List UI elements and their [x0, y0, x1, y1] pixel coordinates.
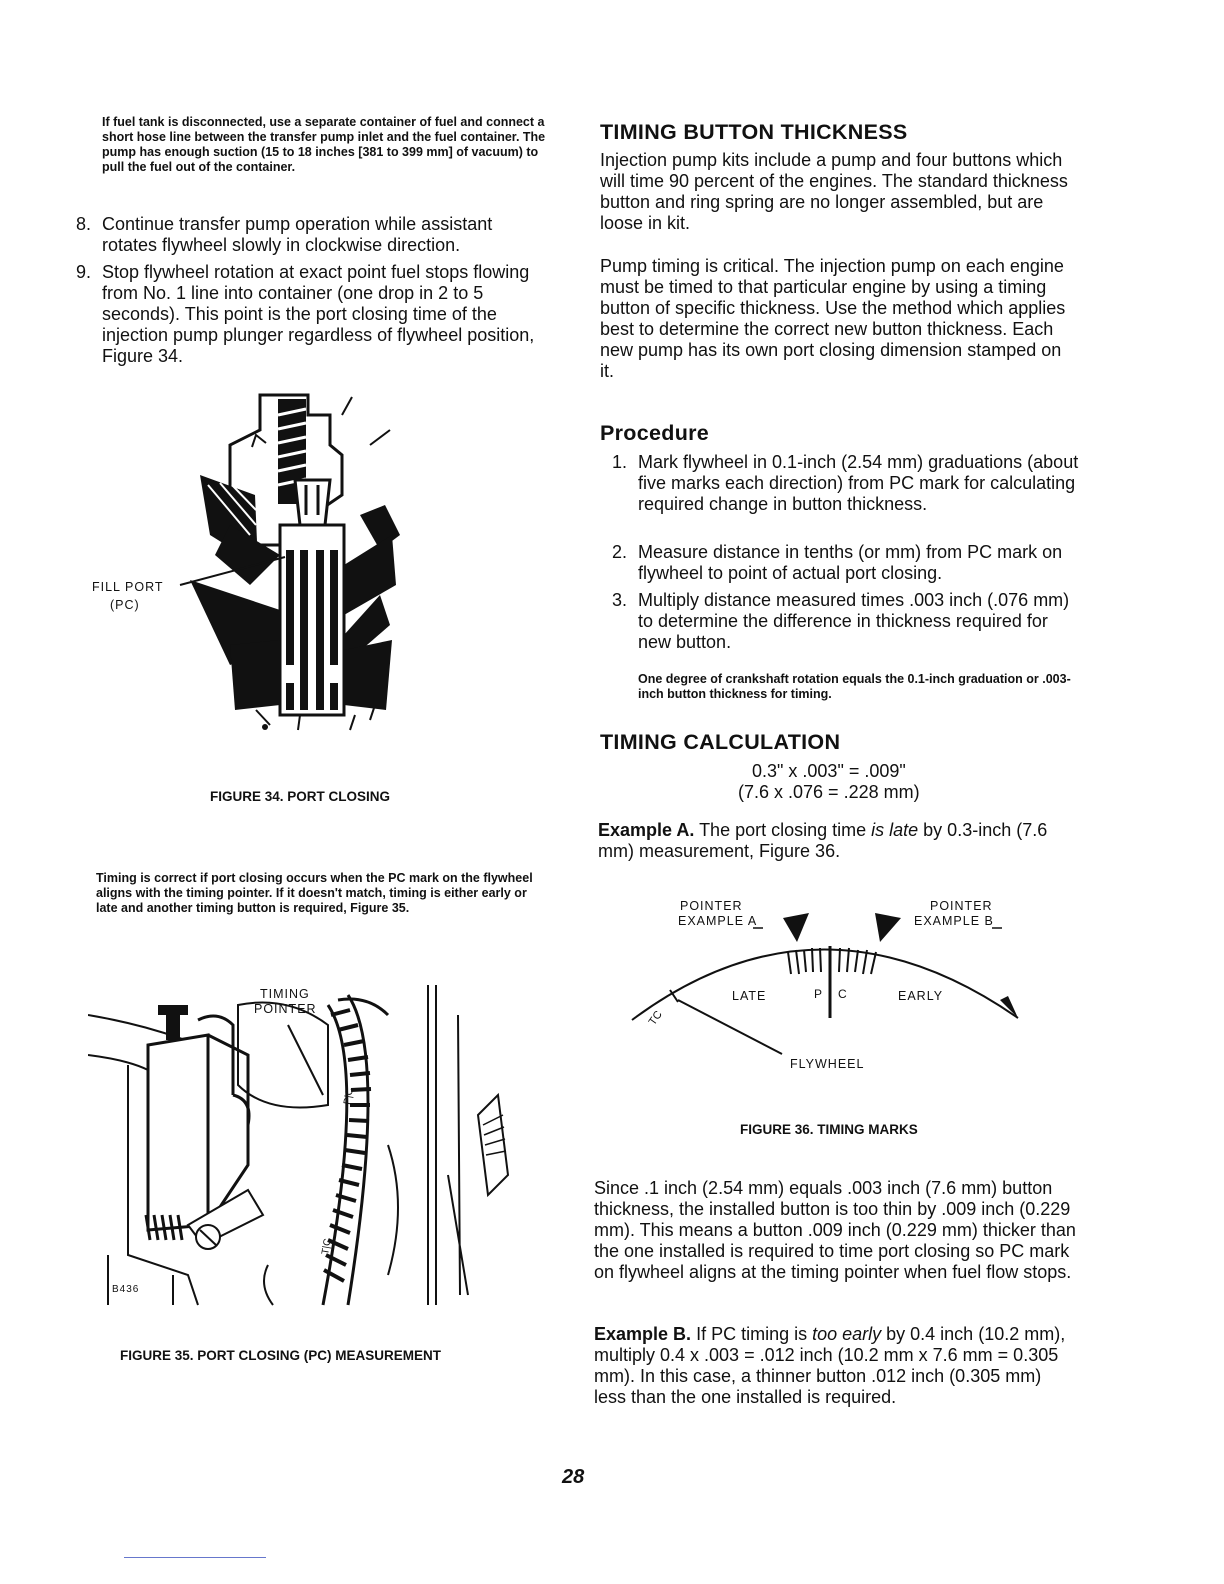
- tc-mark-label: T|C: [320, 1237, 334, 1256]
- step-number: 2.: [612, 542, 628, 562]
- figure-35-caption: FIGURE 35. PORT CLOSING (PC) MEASUREMENT: [120, 1348, 442, 1363]
- pointer-a-line2: EXAMPLE A: [678, 914, 758, 928]
- step-text: Measure distance in tenths (or mm) from PC mark on flywheel to point of actual port closing.: [638, 542, 1063, 583]
- step-text: Mark flywheel in 0.1-inch (2.54 mm) graduations (about five marks each direction) from PC mark for calculating required change in button thickness.: [638, 452, 1079, 514]
- example-a-paragraph: [598, 820, 1078, 862]
- example-a-label: Example A.: [598, 820, 695, 840]
- p-label: P: [814, 987, 823, 1001]
- pc-mark-label: P|C: [342, 1087, 356, 1106]
- example-b-emph: too early: [812, 1324, 882, 1344]
- figure-36-timing-marks-diagram: [620, 890, 1040, 1080]
- step-number: 9.: [76, 262, 92, 282]
- figure-35-pc-measurement-illustration: [88, 975, 518, 1315]
- heading-timing-button-thickness: TIMING BUTTON THICKNESS: [600, 120, 908, 144]
- flywheel-label: FLYWHEEL: [790, 1057, 865, 1071]
- example-b-label: Example B.: [594, 1324, 692, 1344]
- figure-34-port-closing-illustration: [80, 385, 410, 740]
- step-number: 3.: [612, 590, 628, 610]
- step-text: Multiply distance measured times .003 inch (.076 mm) to determine the difference in thickness required for new button.: [638, 590, 1070, 652]
- example-a-post: by 0.3-inch (7.6 mm) measurement, Figure 36.: [598, 820, 1048, 861]
- heading-timing-calculation: TIMING CALCULATION: [600, 730, 841, 754]
- early-label: EARLY: [898, 989, 944, 1003]
- pc-label: (PC): [110, 598, 140, 612]
- tc-label: TC: [646, 1008, 665, 1028]
- flywheel-arc: [632, 949, 1018, 1020]
- example-b-pre: If PC timing is: [696, 1324, 813, 1344]
- figure-36-caption: FIGURE 36. TIMING MARKS: [740, 1122, 918, 1137]
- fuel-tank-note: If fuel tank is disconnected, use a separate container of fuel and connect a short hose line between the transfer pump inlet and the fuel container. The pump has enough suction (15 to 18 inches [381 to 399 mm] of vacuum) to pull the fuel out of the container.: [102, 115, 546, 174]
- fill-port-label: FILL PORT: [92, 580, 164, 594]
- figure-code-label: B436: [112, 1284, 140, 1295]
- calculation-mm: (7.6 x .076 = .228 mm): [738, 782, 920, 802]
- pointer-label: POINTER: [254, 1002, 317, 1016]
- pointer-b-marker: [875, 913, 901, 942]
- step-number: 8.: [76, 214, 92, 234]
- pointer-b-line1: POINTER: [930, 899, 993, 913]
- c-label: C: [838, 987, 847, 1001]
- calculation-inches: 0.3" x .003" = .009": [752, 761, 906, 781]
- paragraph-since: Since .1 inch (2.54 mm) equals .003 inch (7.6 mm) button thickness, the installed button is too thin by .009 inch (0.229 mm). This means a button .009 inch (0.229 mm) thicker than the one installed is required to time port closing so PC mark on flywheel aligns at the timing pointer when fuel flow stops.: [594, 1178, 1076, 1282]
- late-label: LATE: [732, 989, 767, 1003]
- timing-note: Timing is correct if port closing occurs when the PC mark on the flywheel aligns with the timing pointer. If it doesn't match, timing is either early or late and another timing button is required, Figure 35.: [96, 871, 533, 915]
- heading-procedure: Procedure: [600, 421, 710, 445]
- paragraph-pump-kits: Injection pump kits include a pump and four buttons which will time 90 percent of the engines. The standard thickness button and ring spring are no longer assembled, but are loose in kit.: [600, 150, 1068, 233]
- pointer-a-marker: [783, 913, 809, 942]
- example-a-pre: The port closing time: [699, 820, 872, 840]
- timing-label: TIMING: [260, 987, 310, 1001]
- example-b-paragraph: [594, 1324, 1078, 1408]
- step-text: Stop flywheel rotation at exact point fuel stops flowing from No. 1 line into container (one drop in 2 to 5 seconds). This point is the port closing time of the injection pump plunger regardless of flywheel position, Figure 34.: [102, 262, 535, 366]
- paragraph-pump-timing-critical: Pump timing is critical. The injection pump on each engine must be timed to that particular engine by using a timing button of specific thickness. Use the method which applies best to determine the correct new button thickness. Each new pump has its own port closing dimension stamped on it.: [600, 256, 1066, 381]
- pointer-b-line2: EXAMPLE B: [914, 914, 994, 928]
- example-b-post: by 0.4 inch (10.2 mm), multiply 0.4 x .003 = .012 inch (10.2 mm x 7.6 mm = 0.305 mm). In this case, a thinner button .012 inch (0.305 mm) less than the one installed is required.: [594, 1324, 1066, 1407]
- degree-note: One degree of crankshaft rotation equals the 0.1-inch graduation or .003-inch button thickness for timing.: [638, 672, 1071, 701]
- page-number: 28: [562, 1466, 585, 1488]
- step-number: 1.: [612, 452, 628, 472]
- footer-rule: [124, 1557, 266, 1558]
- pointer-a-line1: POINTER: [680, 899, 743, 913]
- example-a-emph: is late: [871, 820, 919, 840]
- step-text: Continue transfer pump operation while assistant rotates flywheel slowly in clockwise direction.: [102, 214, 493, 255]
- figure-34-caption: FIGURE 34. PORT CLOSING: [210, 789, 391, 804]
